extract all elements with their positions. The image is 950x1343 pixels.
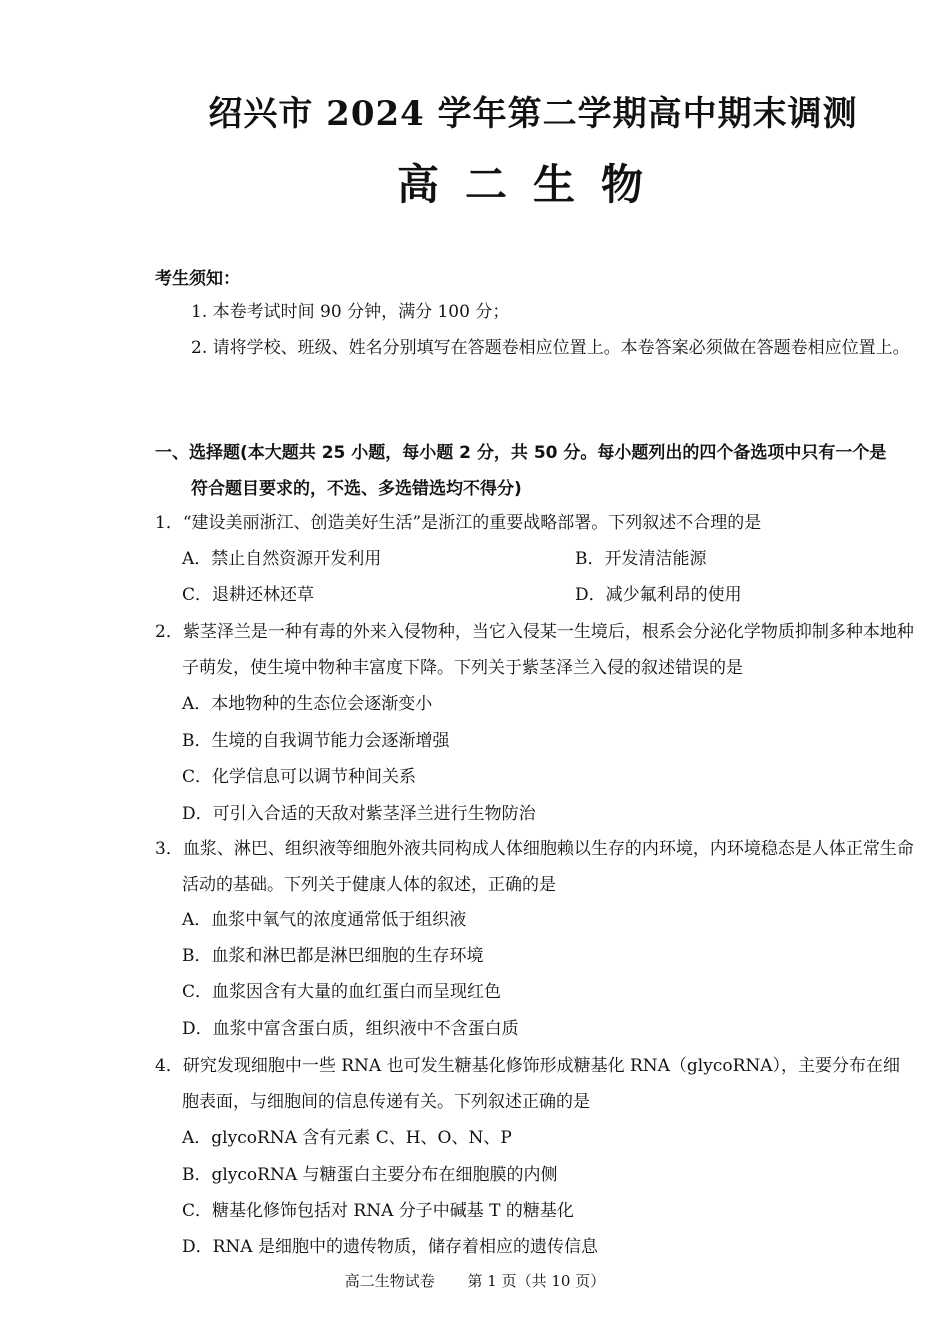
subject-title: 高二生物 <box>396 160 669 209</box>
question-stem: 3．血浆、淋巴、组织液等细胞外液共同构成人体细胞赖以生存的内环境，内环境稳态是人体正常生命活动的基础。下列关于健康人体的叙述，正确的是 <box>155 839 914 895</box>
section-heading <box>155 435 915 507</box>
question-1 <box>155 505 915 541</box>
option-d: D．RNA 是细胞中的遗传物质，储存着相应的遗传信息 <box>182 1237 598 1257</box>
question-2 <box>155 614 915 686</box>
option-a: A．本地物种的生态位会逐渐变小 <box>182 694 433 714</box>
question-stem: 2．紫茎泽兰是一种有毒的外来入侵物种，当它入侵某一生境后，根系会分泌化学物质抑制多种本地种子萌发，使生境中物种丰富度下降。下列关于紫茎泽兰入侵的叙述错误的是 <box>155 622 914 678</box>
footer-page-number: 第 1 页（共 10 页） <box>467 1272 606 1290</box>
option-b: B．开发清洁能源 <box>575 549 707 569</box>
notice-heading: 考生须知： <box>155 269 240 289</box>
question-3 <box>155 831 915 903</box>
option-a: A．glycoRNA 含有元素 C、H、O、N、P <box>182 1128 512 1148</box>
question-stem: 4．研究发现细胞中一些 RNA 也可发生糖基化修饰形成糖基化 RNA（glycoRNA），主要分布在细胞表面，与细胞间的信息传递有关。下列叙述正确的是 <box>155 1056 901 1112</box>
option-c: C．糖基化修饰包括对 RNA 分子中碱基 T 的糖基化 <box>182 1201 574 1221</box>
option-c: C．化学信息可以调节种间关系 <box>182 767 417 787</box>
section-heading-line: 一、选择题(本大题共 25 小题，每小题 2 分，共 50 分。每小题列出的四个备选项中只有一个是 <box>155 443 887 463</box>
page-footer <box>0 1270 950 1291</box>
option-a: A．禁止自然资源开发利用 <box>182 549 382 569</box>
option-a: A．血浆中氧气的浓度通常低于组织液 <box>182 910 467 930</box>
option-b: B．生境的自我调节能力会逐渐增强 <box>182 731 450 751</box>
question-4 <box>155 1048 915 1120</box>
option-d: D．可引入合适的天敌对紫茎泽兰进行生物防治 <box>182 804 536 824</box>
notice-item: 2. 请将学校、班级、姓名分别填写在答题卷相应位置上。本卷答案必须做在答题卷相应位置上。 <box>191 338 910 358</box>
option-c: C．退耕还林还草 <box>182 585 315 605</box>
option-c: C．血浆因含有大量的血红蛋白而呈现红色 <box>182 982 502 1002</box>
question-stem: 1．“建设美丽浙江、创造美好生活”是浙江的重要战略部署。下列叙述不合理的是 <box>155 513 762 533</box>
footer-paper-name: 高二生物试卷 <box>344 1272 435 1290</box>
section-heading-line: 符合题目要求的，不选、多选错选均不得分) <box>191 479 522 499</box>
option-b: B．血浆和淋巴都是淋巴细胞的生存环境 <box>182 946 484 966</box>
option-d: D．减少氟利昂的使用 <box>575 585 742 605</box>
option-b: B．glycoRNA 与糖蛋白主要分布在细胞膜的内侧 <box>182 1165 558 1185</box>
notice-item: 1. 本卷考试时间 90 分钟，满分 100 分； <box>191 302 510 322</box>
option-d: D．血浆中富含蛋白质，组织液中不含蛋白质 <box>182 1019 519 1039</box>
exam-title: 绍兴市 2024 学年第二学期高中期末调测 <box>208 94 858 134</box>
